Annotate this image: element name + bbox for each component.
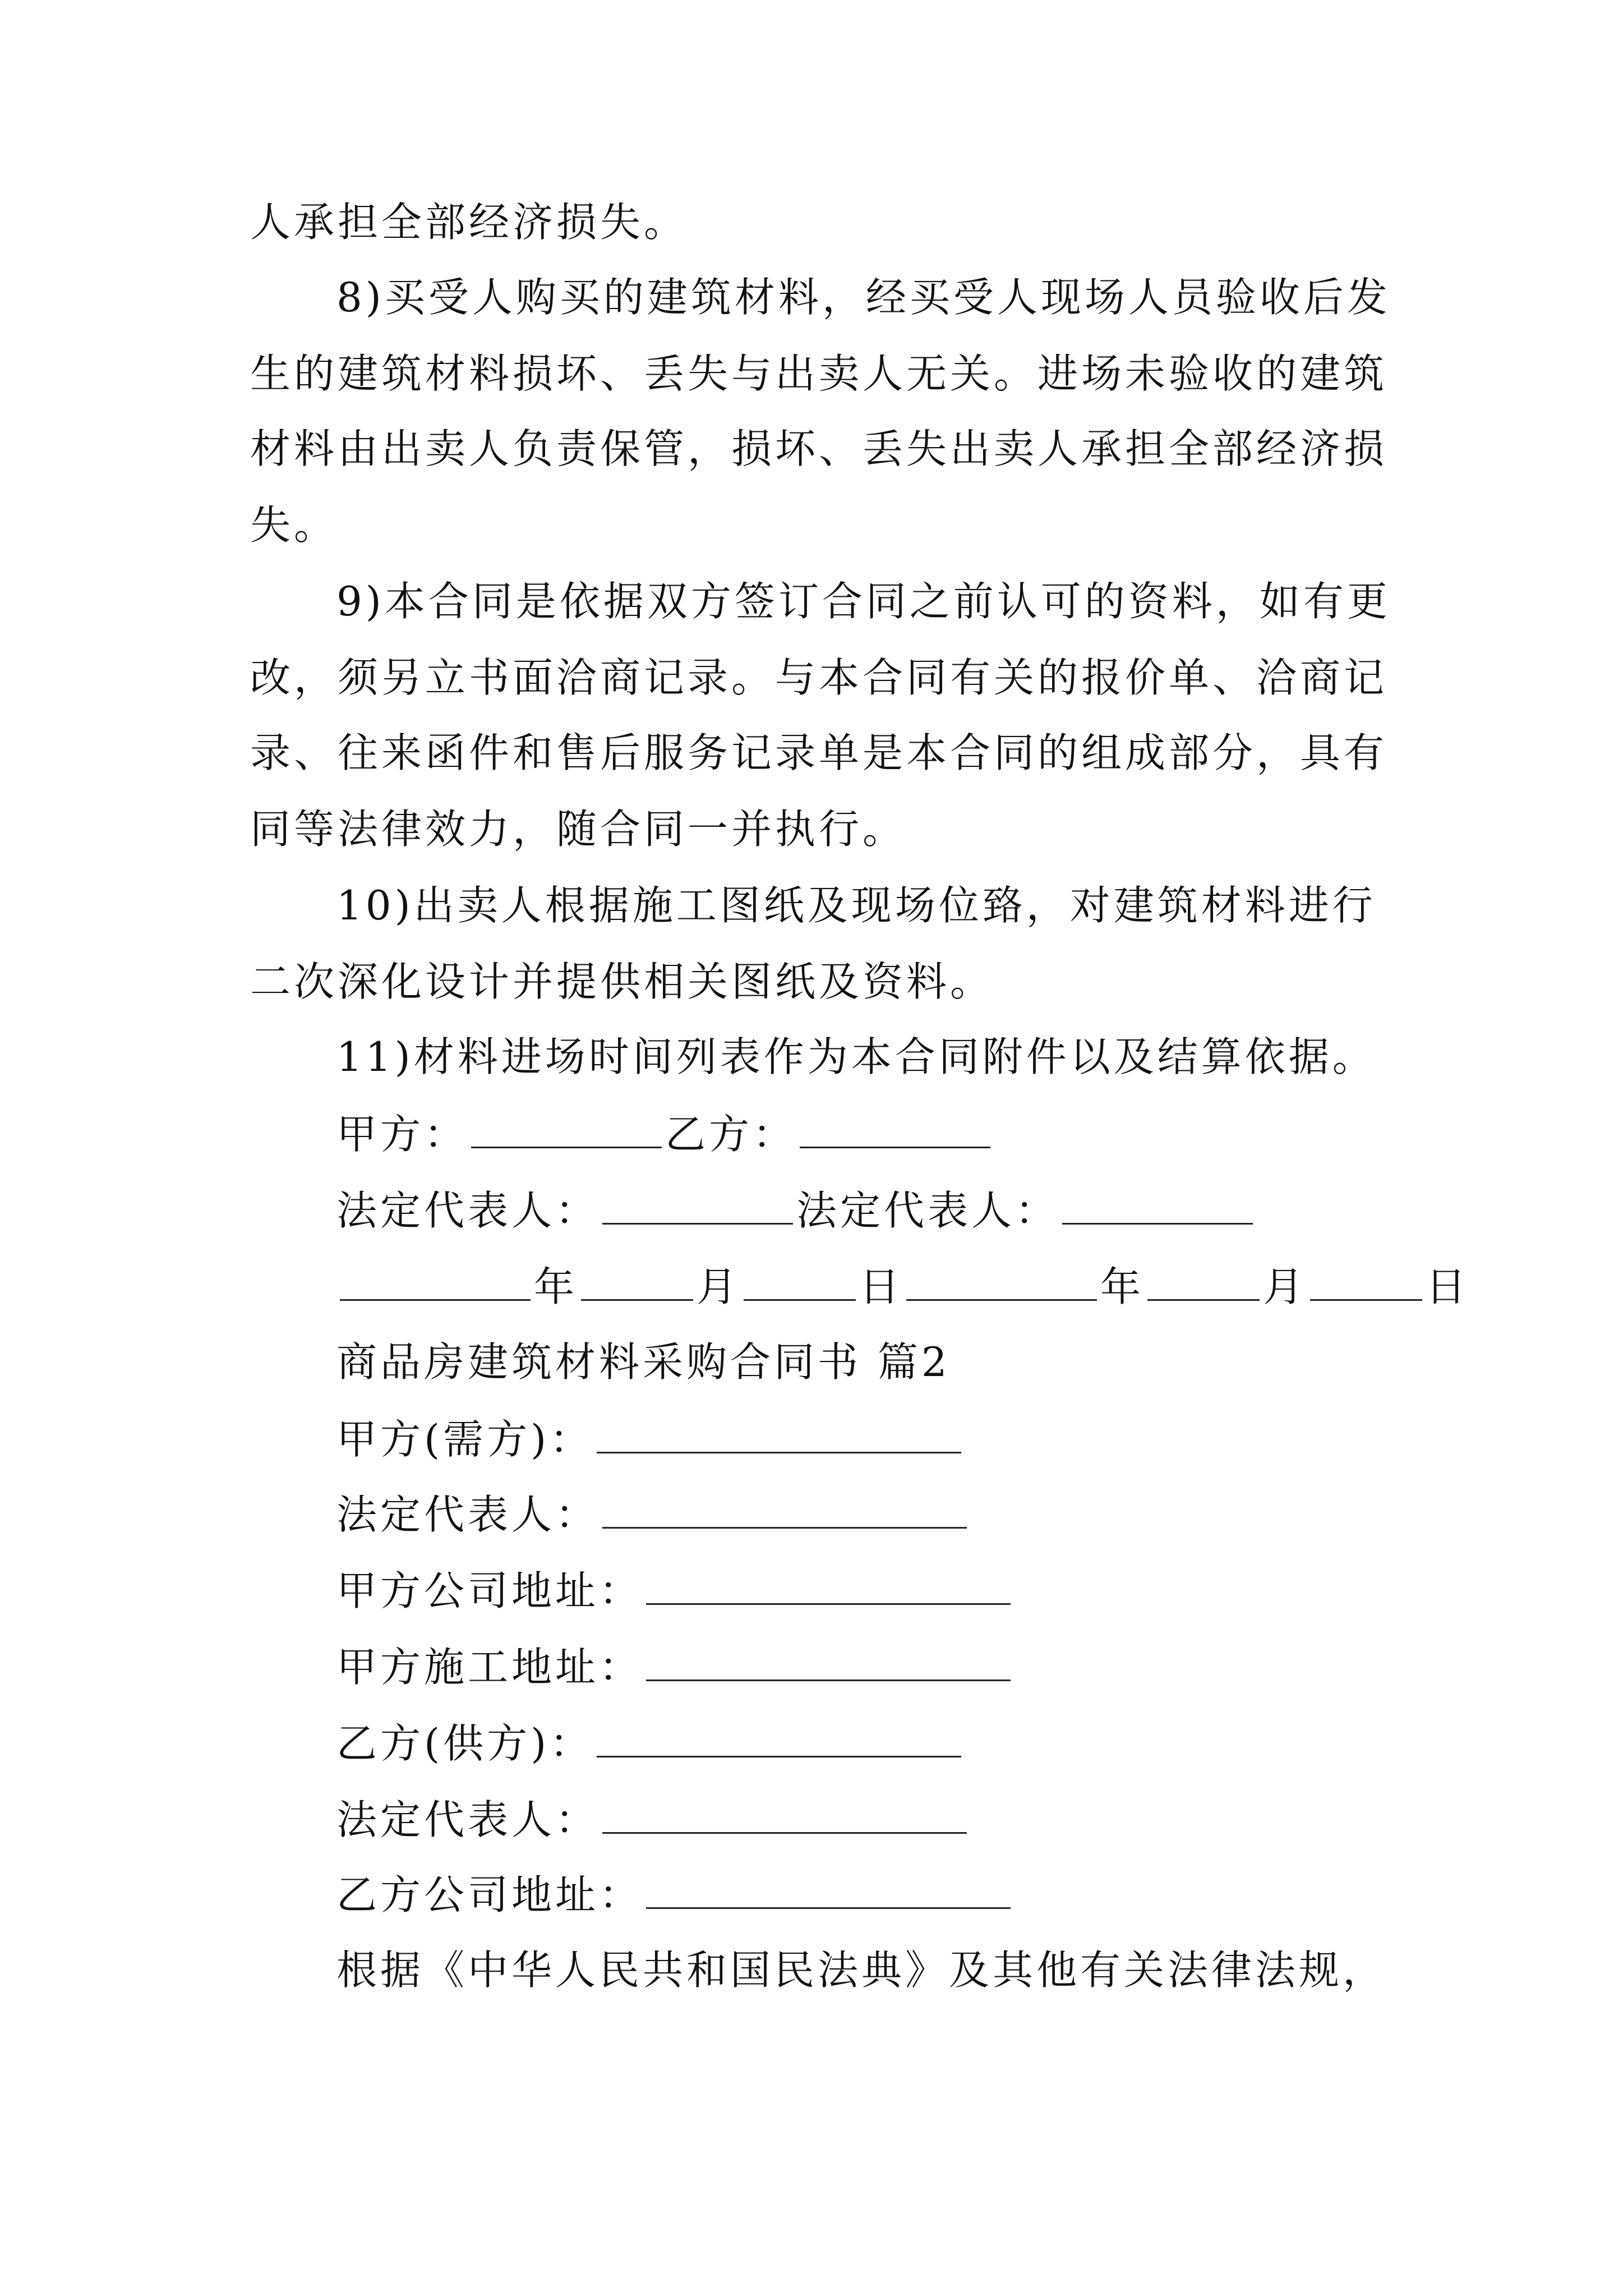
date-a-day-blank[interactable] — [744, 1266, 856, 1301]
a-construction-address-blank[interactable] — [646, 1646, 1011, 1681]
date-day-label: 日 — [859, 1263, 903, 1310]
paragraph-line: 人承担全部经济损失。 — [250, 199, 688, 246]
rep-b-blank[interactable] — [1062, 1189, 1253, 1225]
paragraph-line: 二次深化设计并提供相关图纸及资料。 — [250, 958, 994, 1005]
rep-b-blank-2[interactable] — [602, 1798, 967, 1834]
form-field-row — [336, 1491, 970, 1538]
form-field-row — [336, 1644, 1014, 1691]
party-a-label: 甲方： — [336, 1111, 468, 1158]
form-field-row — [336, 1567, 1014, 1614]
form-field-row — [336, 1796, 970, 1843]
paragraph-line: 9)本合同是依据双方签订合同之前认可的资料，如有更 — [336, 578, 1391, 625]
paragraph-line: 生的建筑材料损坏、丢失与出卖人无关。进场未验收的建筑 — [250, 350, 1388, 397]
date-b-month-blank[interactable] — [1147, 1266, 1260, 1301]
rep-a-blank[interactable] — [602, 1189, 793, 1225]
rep-b-label: 法定代表人： — [796, 1187, 1059, 1234]
field-label: 甲方施工地址： — [336, 1644, 643, 1691]
paragraph-line: 同等法律效力，随合同一并执行。 — [250, 806, 907, 853]
date-month-label: 月 — [1263, 1263, 1307, 1310]
form-field-row — [336, 1720, 965, 1767]
b-company-address-blank[interactable] — [646, 1874, 1011, 1909]
paragraph-line: 录、往来函件和售后服务记录单是本合同的组成部分，具有 — [250, 729, 1388, 776]
date-a-year-blank[interactable] — [340, 1266, 531, 1301]
field-label: 乙方公司地址： — [336, 1871, 643, 1918]
paragraph-line: 10)出卖人根据施工图纸及现场位臵，对建筑材料进行 — [336, 882, 1376, 929]
date-year-label: 年 — [534, 1263, 578, 1310]
date-day-label: 日 — [1426, 1263, 1470, 1310]
signature-parties-row — [336, 1111, 994, 1158]
date-month-label: 月 — [697, 1263, 741, 1310]
closing-line: 根据《中华人民共和国民法典》及其他有关法律法规， — [336, 1947, 1387, 1994]
party-a-demand-blank[interactable] — [597, 1418, 961, 1453]
date-year-label: 年 — [1100, 1263, 1145, 1310]
a-company-address-blank[interactable] — [646, 1570, 1011, 1605]
date-b-day-blank[interactable] — [1310, 1266, 1422, 1301]
form-field-row — [336, 1416, 965, 1463]
field-label: 乙方(供方)： — [336, 1720, 594, 1767]
signature-reps-row — [336, 1187, 1256, 1234]
party-b-label: 乙方： — [665, 1111, 797, 1158]
field-label: 法定代表人： — [336, 1491, 600, 1538]
paragraph-line: 8)买受人购买的建筑材料，经买受人现场人员验收后发 — [336, 274, 1391, 321]
rep-a-blank-2[interactable] — [602, 1493, 967, 1529]
section-title: 商品房建筑材料采购合同书 篇2 — [336, 1338, 951, 1386]
form-field-row — [336, 1871, 1014, 1918]
signature-dates-row — [336, 1263, 1470, 1310]
rep-a-label: 法定代表人： — [336, 1187, 600, 1234]
date-a-month-blank[interactable] — [581, 1266, 693, 1301]
paragraph-line: 改，须另立书面洽商记录。与本合同有关的报价单、洽商记 — [250, 654, 1388, 701]
field-label: 法定代表人： — [336, 1796, 600, 1843]
field-label: 甲方公司地址： — [336, 1567, 643, 1614]
date-b-year-blank[interactable] — [906, 1266, 1097, 1301]
party-b-blank[interactable] — [800, 1113, 990, 1148]
paragraph-line: 材料由出卖人负责保管，损坏、丢失出卖人承担全部经济损 — [250, 425, 1388, 472]
paragraph-line: 11)材料进场时间列表作为本合同附件以及结算依据。 — [336, 1033, 1376, 1080]
field-label: 甲方(需方)： — [336, 1416, 594, 1463]
party-a-blank[interactable] — [471, 1113, 662, 1148]
party-b-supply-blank[interactable] — [597, 1722, 961, 1757]
paragraph-line: 失。 — [250, 501, 338, 549]
